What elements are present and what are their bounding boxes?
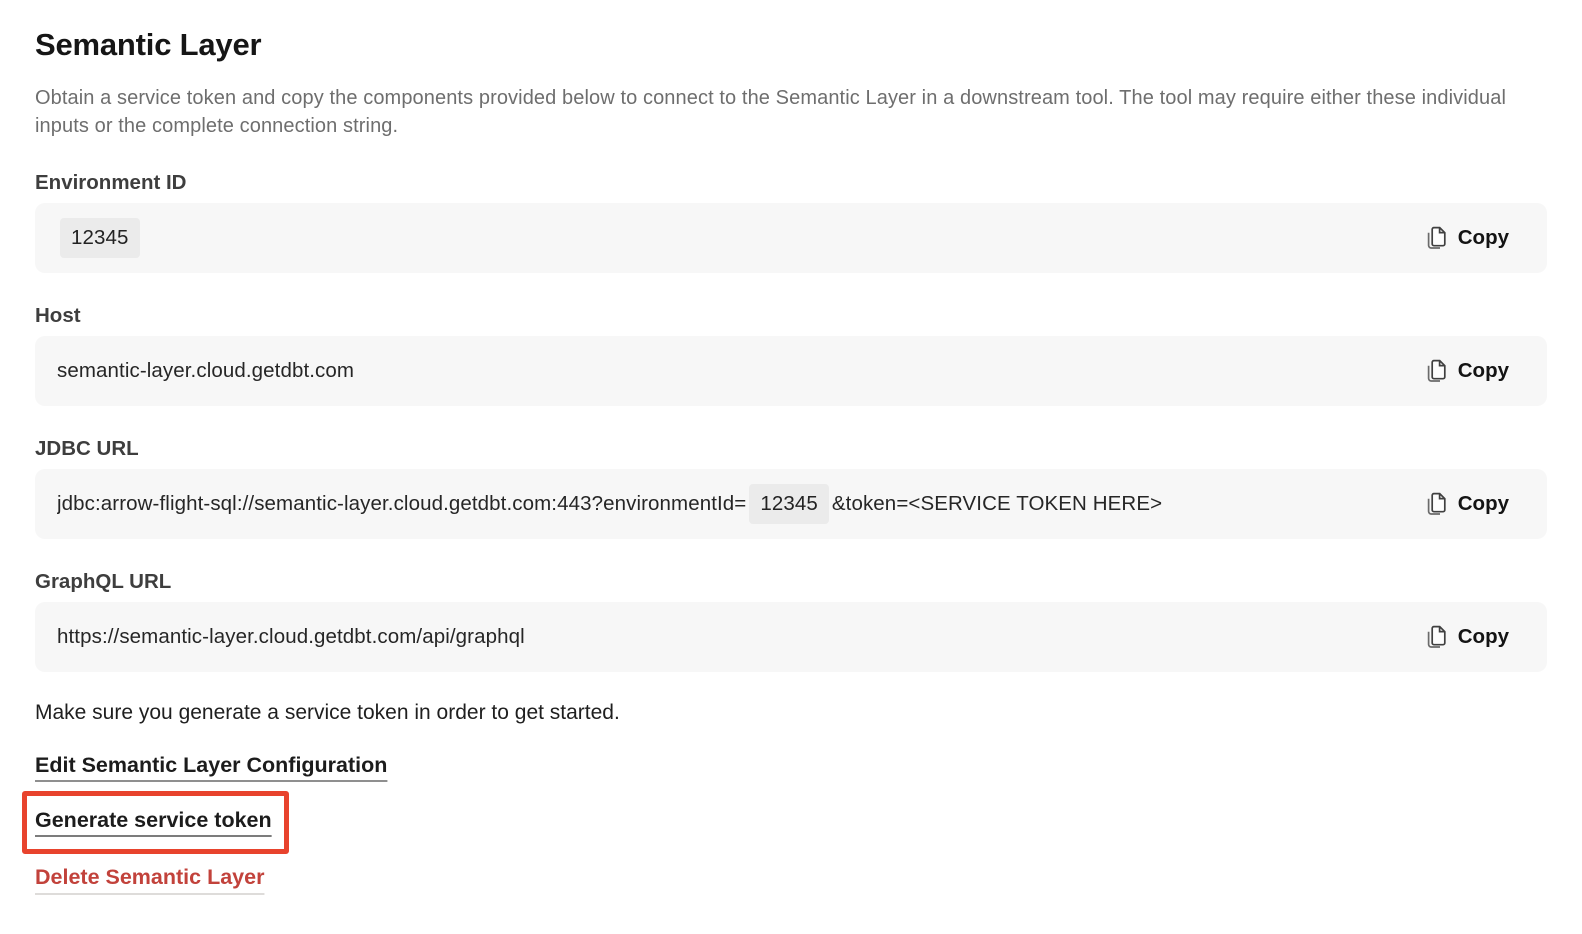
copy-button-label: Copy [1457,625,1509,648]
copy-icon [1424,491,1446,517]
copy-icon [1424,358,1446,384]
field-value-host [57,359,354,383]
annotation-highlight-box [22,791,289,854]
field-row-jdbc-url [35,469,1547,539]
field-label-graphql-url: GraphQL URL [35,570,172,593]
service-token-note: Make sure you generate a service token in order to get started. [35,701,620,724]
page-description: Obtain a service token and copy the components provided below to connect to the Semantic Layer in a downstream tool. The tool may require either these individual inputs or the complete connection string. [35,87,1507,137]
value-text-prefix: jdbc:arrow-flight-sql://semantic-layer.cloud.getdbt.com:443?environmentId= [57,492,747,515]
page-title: Semantic Layer [35,27,262,62]
value-text-suffix: &token=<SERVICE TOKEN HERE> [831,492,1163,515]
delete-semantic-layer-link[interactable]: Delete Semantic Layer [35,865,265,889]
copy-icon [1424,225,1446,251]
copy-button-label: Copy [1457,359,1509,382]
field-label-environment-id: Environment ID [35,171,187,194]
field-host [35,303,1547,406]
field-row-environment-id [35,203,1547,273]
copy-jdbc-url-button[interactable] [1424,491,1509,517]
value-text-prefix: semantic-layer.cloud.getdbt.com [57,359,355,382]
field-label-jdbc-url: JDBC URL [35,437,139,460]
field-row-host [35,336,1547,406]
field-value-graphql-url [57,625,525,649]
field-value-jdbc-url [57,484,1162,524]
copy-button-label: Copy [1457,226,1509,249]
field-row-graphql-url [35,602,1547,672]
field-value-environment-id [57,218,143,258]
copy-graphql-url-button[interactable] [1424,624,1509,650]
copy-host-button[interactable] [1424,358,1509,384]
copy-icon [1424,624,1446,650]
value-text-prefix: https://semantic-layer.cloud.getdbt.com/api/graphql [57,625,525,648]
field-environment-id [35,170,1547,273]
value-highlight: 12345 [749,484,829,524]
copy-button-label: Copy [1457,492,1509,515]
field-graphql-url [35,569,1547,672]
edit-semantic-layer-configuration-link[interactable]: Edit Semantic Layer Configuration [35,753,388,777]
copy-environment-id-button[interactable] [1424,225,1509,251]
generate-service-token-link[interactable]: Generate service token [35,808,272,832]
field-jdbc-url [35,436,1547,539]
value-highlight: 12345 [60,218,140,258]
field-label-host: Host [35,304,81,327]
